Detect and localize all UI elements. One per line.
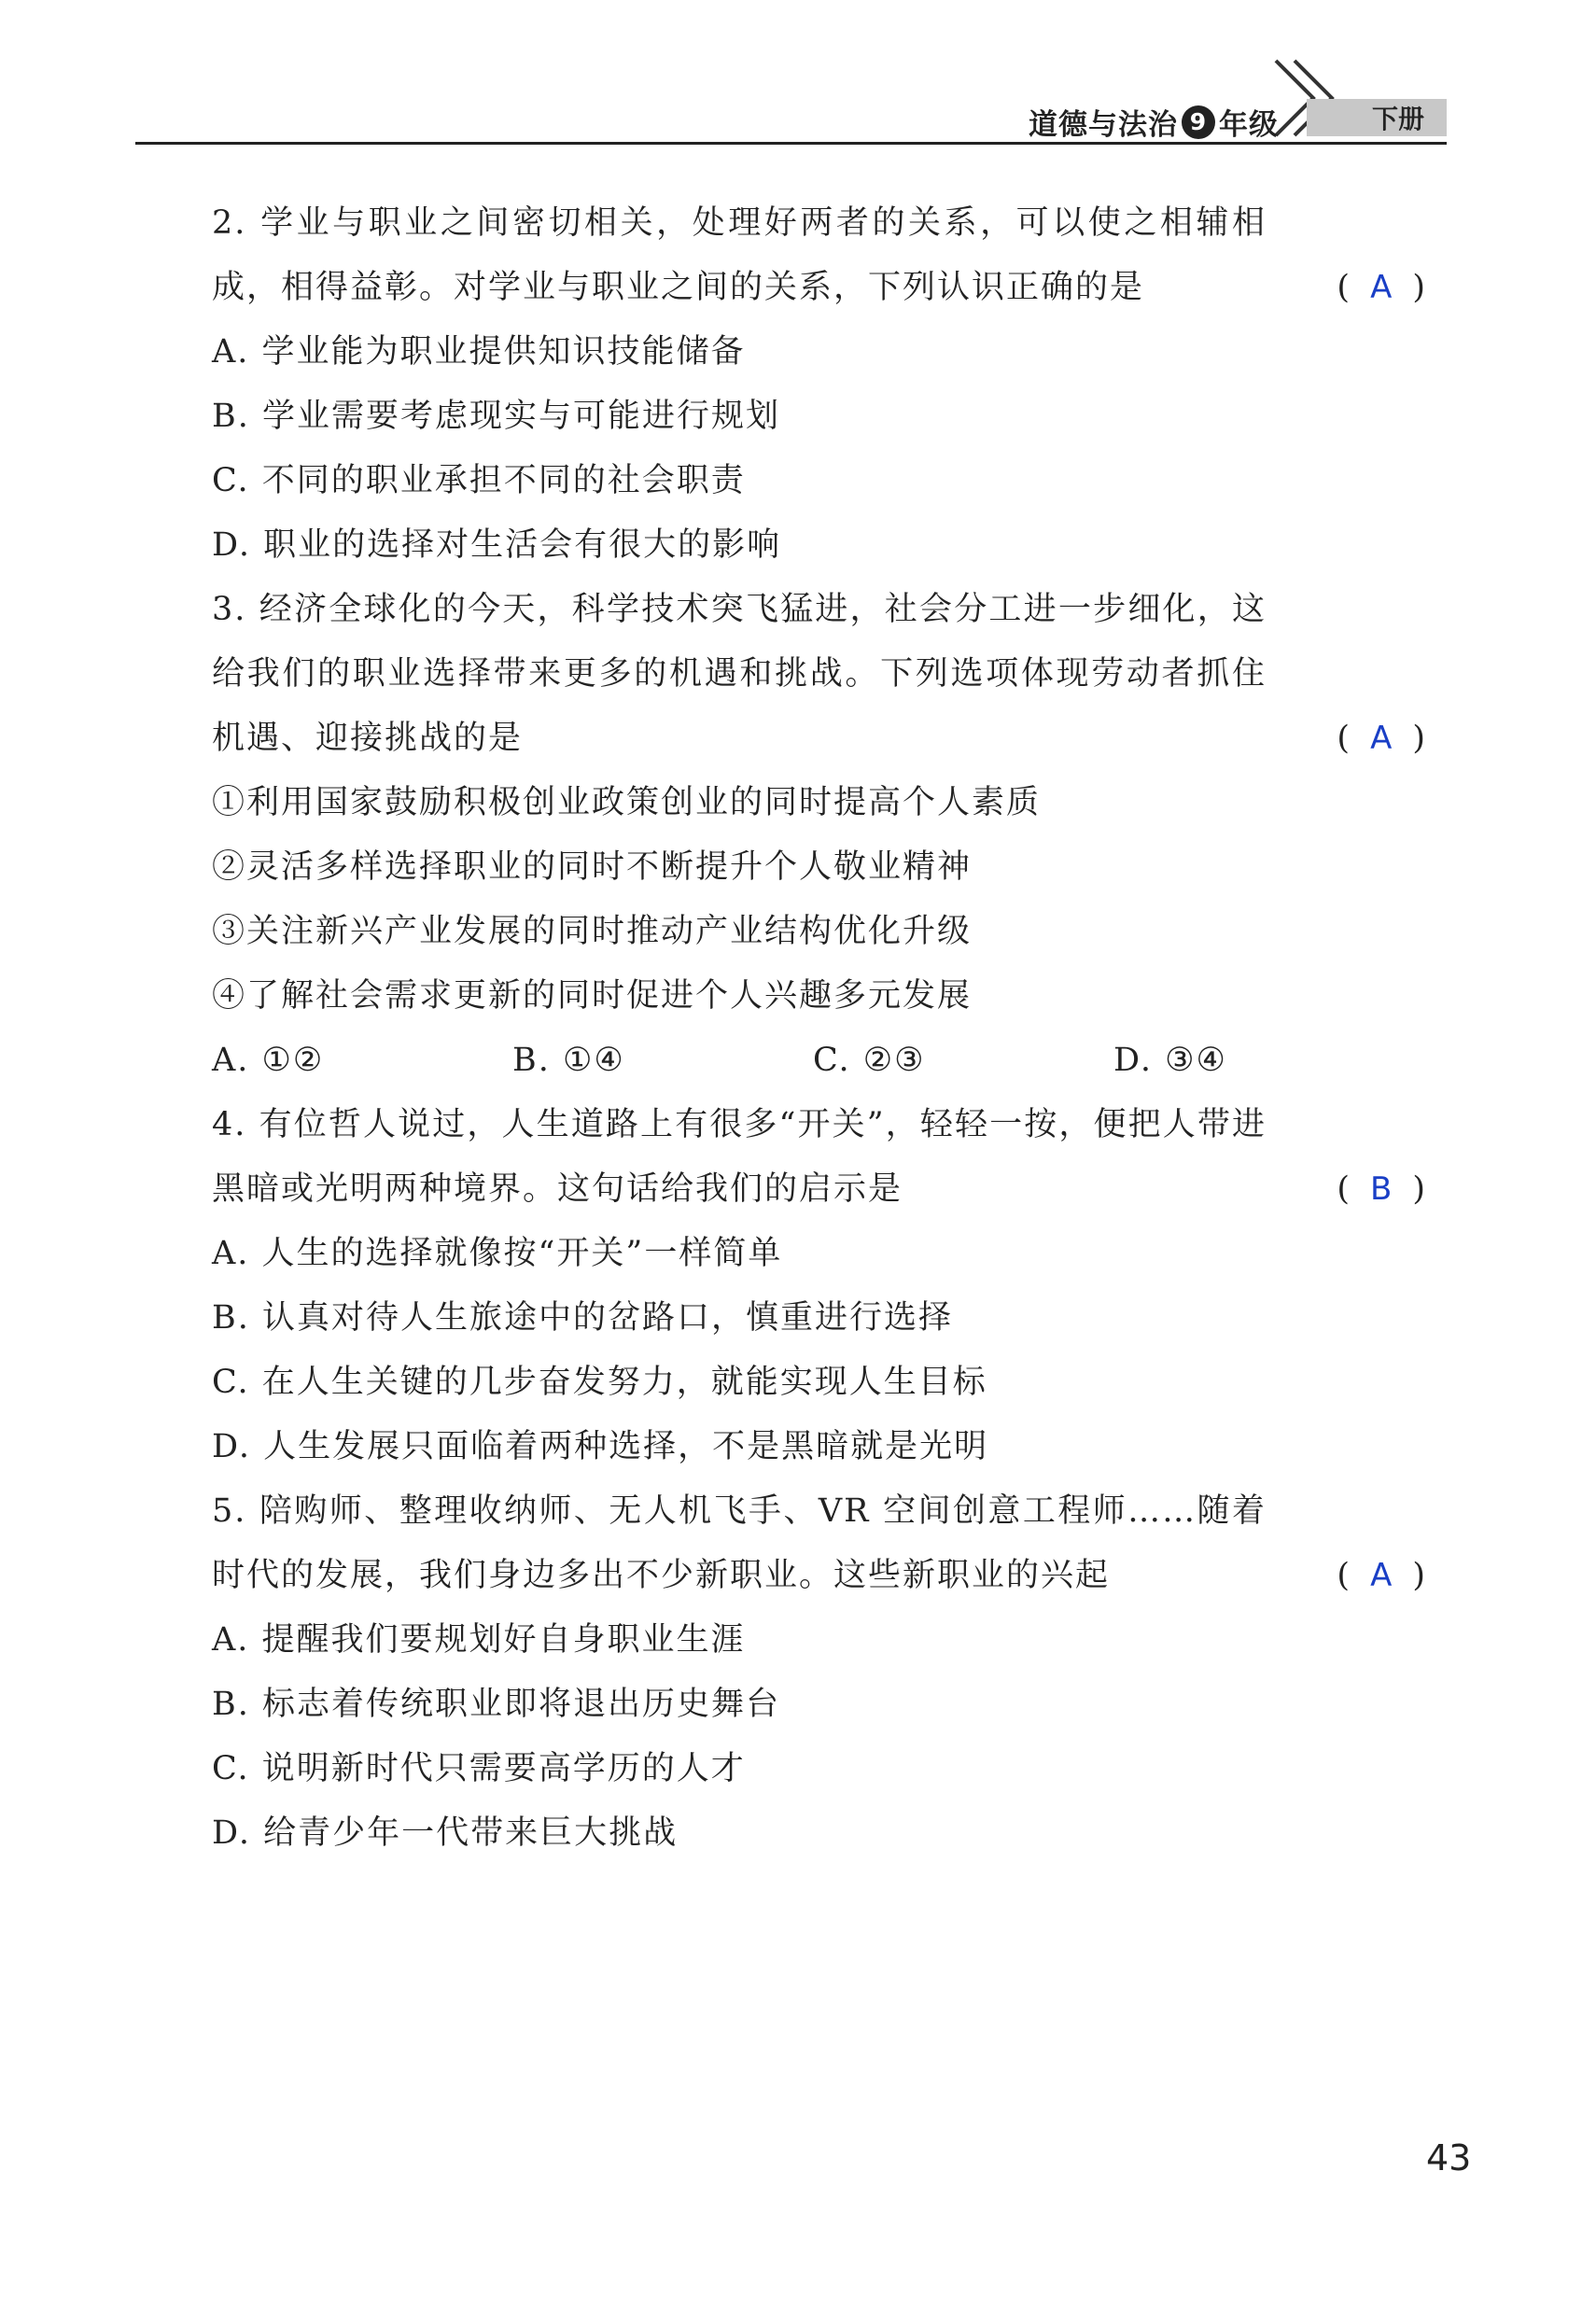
option: A. 学业能为职业提供知识技能储备 <box>212 333 746 371</box>
question-2-answer-row <box>137 256 1425 320</box>
answer-bracket <box>1337 1157 1425 1222</box>
grade-number-badge: 9 <box>1182 105 1215 139</box>
bracket-close: ) <box>1412 720 1425 757</box>
question-3-answer-row <box>137 707 1425 771</box>
choice: A. ①② <box>212 1042 325 1079</box>
choice: D. ③④ <box>1113 1042 1227 1079</box>
page-number: 43 <box>1426 2137 1472 2178</box>
choice-row <box>137 1029 1425 1093</box>
option: B. 认真对待人生旅途中的岔路口，慎重进行选择 <box>212 1299 953 1337</box>
bracket-open: ( <box>1337 269 1351 306</box>
option: D. 职业的选择对生活会有很大的影响 <box>212 526 782 564</box>
option: A. 提醒我们要规划好自身职业生涯 <box>212 1621 746 1659</box>
option: C. 不同的职业承担不同的社会职责 <box>212 462 746 499</box>
bracket-open: ( <box>1337 720 1351 757</box>
bracket-close: ) <box>1412 269 1425 306</box>
option: A. 人生的选择就像按“开关”一样简单 <box>212 1235 783 1272</box>
option: C. 在人生关键的几步奋发努力，就能实现人生目标 <box>212 1364 987 1401</box>
question-5-answer-row <box>137 1544 1425 1608</box>
option: B. 标志着传统职业即将退出历史舞台 <box>212 1686 780 1723</box>
questions-content <box>137 191 1425 1866</box>
option: D. 人生发展只面临着两种选择，不是黑暗就是光明 <box>212 1428 989 1465</box>
question-stem-text: 4. 有位哲人说过，人生道路上有很多“开关”，轻轻一按，便把人带进黑暗或光明两种境界。这句话给我们的启示是 <box>212 1106 1267 1208</box>
page-header <box>135 56 1447 145</box>
answer-letter: B <box>1370 1170 1393 1208</box>
choice: C. ②③ <box>813 1042 926 1079</box>
answer-letter: A <box>1370 720 1393 757</box>
subject-label: 道德与法治 <box>1029 108 1178 142</box>
option: D. 给青少年一代带来巨大挑战 <box>212 1814 679 1852</box>
header-title <box>1029 101 1279 143</box>
question-stem-text: 3. 经济全球化的今天，科学技术突飞猛进，社会分工进一步细化，这给我们的职业选择带来更多的机遇和挑战。下列选项体现劳动者抓住机遇、迎接挑战的是 <box>212 591 1267 757</box>
volume-label: 下册 <box>1371 104 1424 134</box>
option: B. 学业需要考虑现实与可能进行规划 <box>212 398 780 435</box>
answer-bracket <box>1337 256 1425 320</box>
header-divider <box>135 142 1447 145</box>
question-4-answer-row <box>137 1157 1425 1222</box>
statement: ④了解社会需求更新的同时促进个人兴趣多元发展 <box>212 977 973 1015</box>
question-stem-text: 2. 学业与职业之间密切相关，处理好两者的关系，可以使之相辅相成，相得益彰。对学业与职业之间的关系，下列认识正确的是 <box>212 204 1267 306</box>
answer-bracket <box>1337 1544 1425 1608</box>
choice: B. ①④ <box>512 1042 625 1079</box>
statement: ③关注新兴产业发展的同时推动产业结构优化升级 <box>212 913 973 950</box>
bracket-close: ) <box>1412 1557 1425 1594</box>
volume-tab <box>1307 99 1447 136</box>
bracket-close: ) <box>1412 1170 1425 1208</box>
statement: ②灵活多样选择职业的同时不断提升个人敬业精神 <box>212 848 973 886</box>
answer-letter: A <box>1370 1557 1393 1594</box>
bracket-open: ( <box>1337 1557 1351 1594</box>
question-stem-text: 5. 陪购师、整理收纳师、无人机飞手、VR 空间创意工程师……随着时代的发展，我们身边多出不少新职业。这些新职业的兴起 <box>212 1492 1267 1594</box>
grade-suffix-label: 年级 <box>1219 108 1279 142</box>
statement: ①利用国家鼓励积极创业政策创业的同时提高个人素质 <box>212 784 1042 821</box>
option: C. 说明新时代只需要高学历的人才 <box>212 1750 746 1787</box>
answer-letter: A <box>1370 269 1393 306</box>
answer-bracket <box>1337 707 1425 771</box>
bracket-open: ( <box>1337 1170 1351 1208</box>
